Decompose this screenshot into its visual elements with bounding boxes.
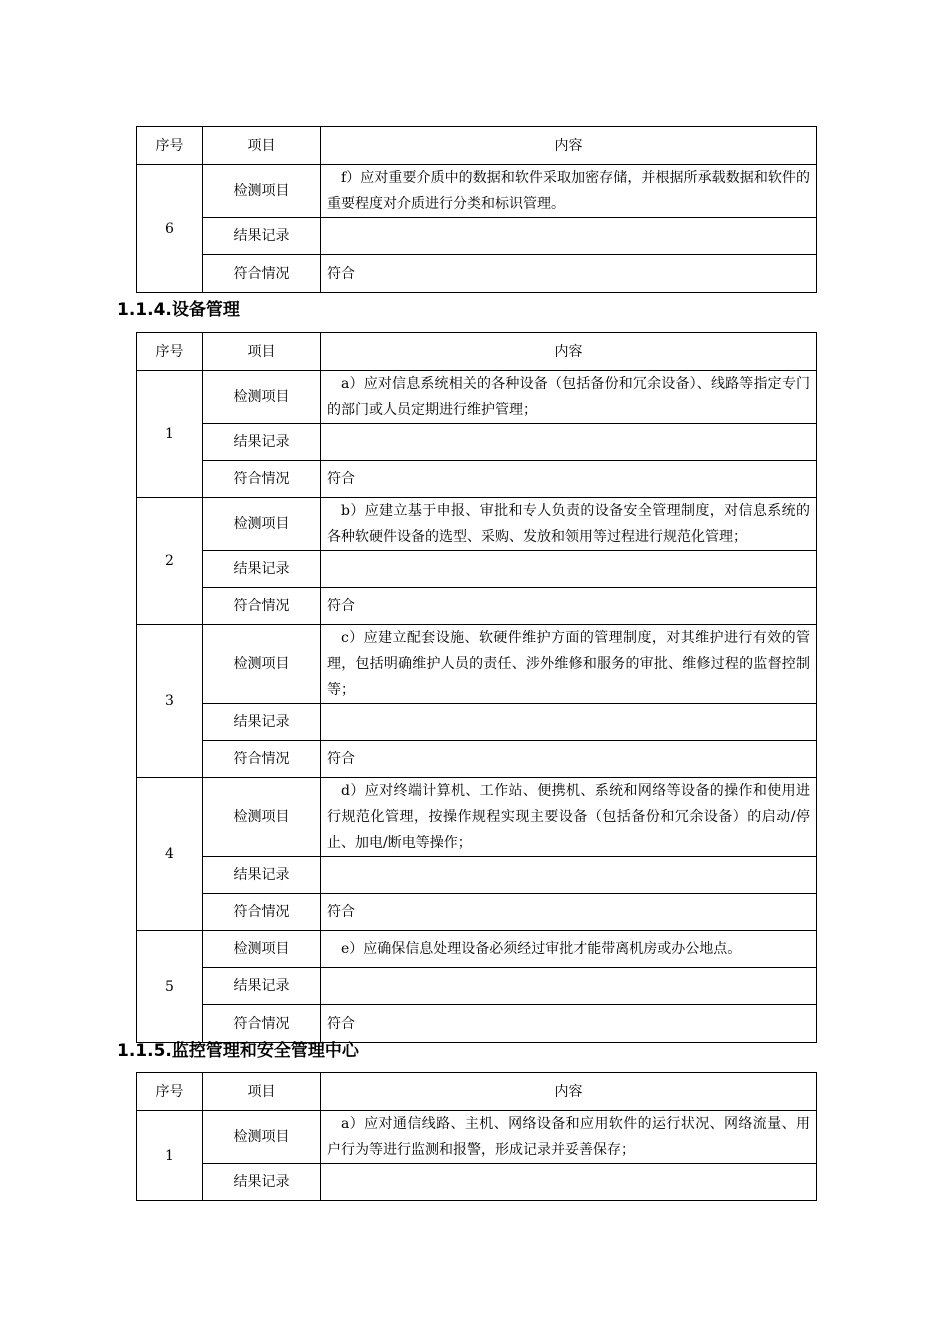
table-row (137, 551, 817, 588)
check-item-label: 检测项目 (203, 778, 321, 857)
conformance-value: 符合 (321, 461, 817, 498)
check-item-label: 检测项目 (203, 625, 321, 704)
check-item-content: a）应对通信线路、主机、网络设备和应用软件的运行状况、网络流量、用户行为等进行监测和报警，形成记录并妥善保存； (321, 1111, 817, 1164)
header-no: 序号 (137, 333, 203, 371)
table-row (137, 894, 817, 931)
row-number: 3 (137, 625, 203, 778)
conformance-value: 符合 (321, 1005, 817, 1043)
table-row (137, 424, 817, 461)
row-number: 5 (137, 931, 203, 1043)
check-item-label: 检测项目 (203, 371, 321, 424)
result-record-label: 结果记录 (203, 1164, 321, 1201)
table-row (137, 218, 817, 255)
header-content: 内容 (321, 1073, 817, 1111)
check-item-content: b）应建立基于申报、审批和专人负责的设备安全管理制度，对信息系统的各种软硬件设备的选型、采购、发放和领用等过程进行规范化管理； (321, 498, 817, 551)
result-record-label: 结果记录 (203, 704, 321, 741)
result-record-label: 结果记录 (203, 218, 321, 255)
table-row (137, 1164, 817, 1201)
table-row (137, 778, 817, 857)
check-item-content: e）应确保信息处理设备必须经过审批才能带离机房或办公地点。 (321, 931, 817, 968)
result-record-content (321, 424, 817, 461)
header-no: 序号 (137, 127, 203, 165)
row-number: 4 (137, 778, 203, 931)
section-heading-monitoring: 1.1.5.监控管理和安全管理中心 (117, 1041, 359, 1061)
conformance-value: 符合 (321, 588, 817, 625)
check-item-label: 检测项目 (203, 498, 321, 551)
check-item-content: c）应建立配套设施、软硬件维护方面的管理制度，对其维护进行有效的管理，包括明确维护人员的责任、涉外维修和服务的审批、维修过程的监督控制等； (321, 625, 817, 704)
row-number: 2 (137, 498, 203, 625)
table-row (137, 498, 817, 551)
header-item: 项目 (203, 1073, 321, 1111)
conformance-label: 符合情况 (203, 741, 321, 778)
conformance-label: 符合情况 (203, 255, 321, 293)
check-item-content: d）应对终端计算机、工作站、便携机、系统和网络等设备的操作和使用进行规范化管理，按操作规程实现主要设备（包括备份和冗余设备）的启动/停止、加电/断电等操作； (321, 778, 817, 857)
result-record-content (321, 968, 817, 1005)
result-record-content (321, 218, 817, 255)
result-record-content (321, 704, 817, 741)
table-row (137, 255, 817, 293)
header-content: 内容 (321, 127, 817, 165)
table-row (137, 741, 817, 778)
result-record-content (321, 551, 817, 588)
table-row (137, 625, 817, 704)
table-row (137, 1111, 817, 1164)
conformance-value: 符合 (321, 255, 817, 293)
header-item: 项目 (203, 127, 321, 165)
row-number: 6 (137, 165, 203, 293)
table-row (137, 968, 817, 1005)
result-record-label: 结果记录 (203, 424, 321, 461)
result-record-label: 结果记录 (203, 857, 321, 894)
header-no: 序号 (137, 1073, 203, 1111)
check-item-label: 检测项目 (203, 165, 321, 218)
table-header-row (137, 1073, 817, 1111)
table-row (137, 931, 817, 968)
header-content: 内容 (321, 333, 817, 371)
table-equipment-management (136, 332, 817, 1043)
check-item-content: a）应对信息系统相关的各种设备（包括备份和冗余设备）、线路等指定专门的部门或人员定期进行维护管理； (321, 371, 817, 424)
table-header-row (137, 127, 817, 165)
result-record-content (321, 1164, 817, 1201)
result-record-label: 结果记录 (203, 968, 321, 1005)
row-number: 1 (137, 371, 203, 498)
section-heading-equipment: 1.1.4.设备管理 (117, 300, 240, 320)
conformance-label: 符合情况 (203, 461, 321, 498)
table-monitoring-management (136, 1072, 817, 1201)
table-row (137, 165, 817, 218)
check-item-label: 检测项目 (203, 1111, 321, 1164)
result-record-content (321, 857, 817, 894)
header-item: 项目 (203, 333, 321, 371)
table-row (137, 1005, 817, 1043)
table-row (137, 371, 817, 424)
check-item-label: 检测项目 (203, 931, 321, 968)
table-row (137, 857, 817, 894)
table-row (137, 461, 817, 498)
table-row (137, 704, 817, 741)
conformance-label: 符合情况 (203, 588, 321, 625)
row-number: 1 (137, 1111, 203, 1201)
conformance-label: 符合情况 (203, 1005, 321, 1043)
check-item-content: f）应对重要介质中的数据和软件采取加密存储，并根据所承载数据和软件的重要程度对介质进行分类和标识管理。 (321, 165, 817, 218)
conformance-value: 符合 (321, 894, 817, 931)
conformance-value: 符合 (321, 741, 817, 778)
conformance-label: 符合情况 (203, 894, 321, 931)
table-row (137, 588, 817, 625)
table-media-management (136, 126, 817, 293)
result-record-label: 结果记录 (203, 551, 321, 588)
table-header-row (137, 333, 817, 371)
